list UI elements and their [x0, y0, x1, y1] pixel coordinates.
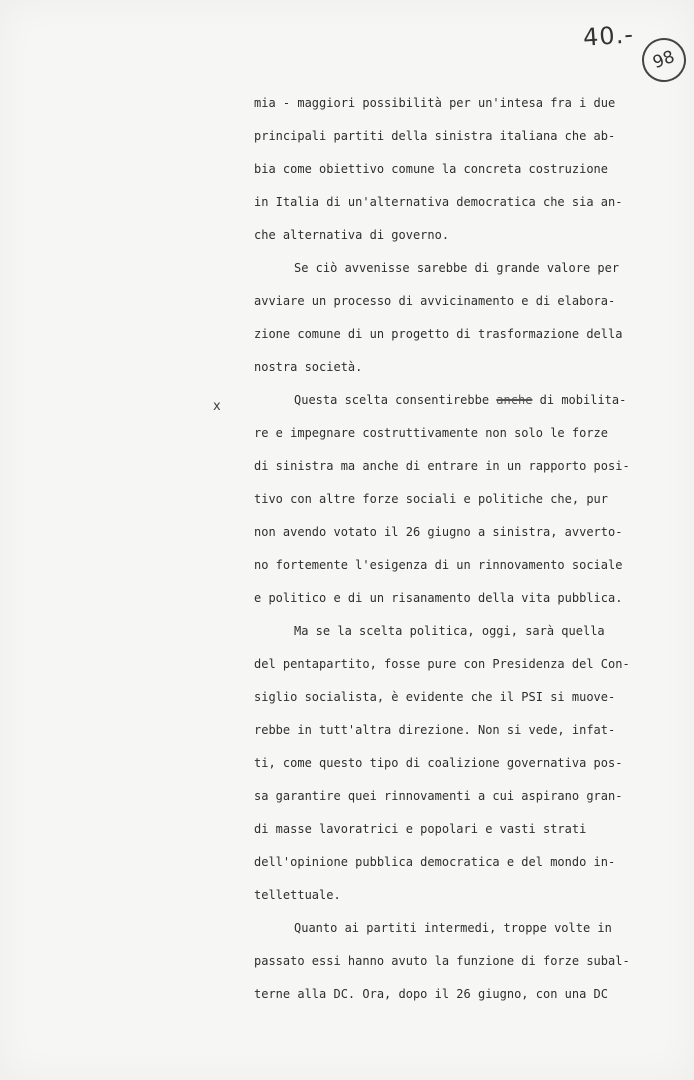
text-line: Quanto ai partiti intermedi, troppe volte in — [294, 921, 612, 935]
text-line: di masse lavoratrici e popolari e vasti strati — [254, 822, 587, 836]
text-segment: di mobilita- — [532, 393, 627, 407]
text-segment: Questa scelta consentirebbe — [294, 393, 497, 407]
text-line: passato essi hanno avuto la funzione di forze subal- — [254, 954, 630, 968]
text-line: Ma se la scelta politica, oggi, sarà quella — [294, 624, 605, 638]
text-line: no fortemente l'esigenza di un rinnovamento sociale — [254, 558, 623, 572]
text-line: rebbe in tutt'altra direzione. Non si vede, infat- — [254, 723, 616, 737]
margin-mark: x — [213, 399, 221, 414]
circled-page-stamp — [638, 34, 690, 86]
text-line: che alternativa di governo. — [254, 228, 450, 242]
text-line: bia come obiettivo comune la concreta costruzione — [254, 162, 609, 176]
text-line: principali partiti della sinistra italiana che ab- — [254, 129, 616, 143]
text-line: ti, come questo tipo di coalizione governativa pos- — [254, 756, 623, 770]
typed-text-body — [254, 94, 630, 1018]
text-line: terne alla DC. Ora, dopo il 26 giugno, con una DC — [254, 987, 609, 1001]
text-line: zione comune di un progetto di trasformazione della — [254, 327, 623, 341]
struck-word: anche — [496, 393, 533, 407]
text-line: dell'opinione pubblica democratica e del mondo in- — [254, 855, 616, 869]
stamp-number: 98 — [650, 46, 678, 74]
handwritten-page-number: 40.- — [582, 20, 635, 52]
text-line: non avendo votato il 26 giugno a sinistra, avverto- — [254, 525, 623, 539]
text-line: mia - maggiori possibilità per un'intesa fra i due — [254, 96, 616, 110]
text-line: avviare un processo di avvicinamento e di elabora- — [254, 294, 616, 308]
text-line: nostra società. — [254, 360, 363, 374]
text-line: tivo con altre forze sociali e politiche che, pur — [254, 492, 609, 506]
text-line: di sinistra ma anche di entrare in un rapporto posi- — [254, 459, 630, 473]
text-line: re e impegnare costruttivamente non solo le forze — [254, 426, 609, 440]
text-line: e politico e di un risanamento della vita pubblica. — [254, 591, 623, 605]
text-line: in Italia di un'alternativa democratica che sia an- — [254, 195, 623, 209]
text-line: Se ciò avvenisse sarebbe di grande valore per — [294, 261, 620, 275]
text-line: tellettuale. — [254, 888, 341, 902]
text-line: del pentapartito, fosse pure con Presidenza del Con- — [254, 657, 630, 671]
text-line — [254, 391, 627, 424]
text-line: siglio socialista, è evidente che il PSI si muove- — [254, 690, 616, 704]
text-line: sa garantire quei rinnovamenti a cui aspirano gran- — [254, 789, 623, 803]
